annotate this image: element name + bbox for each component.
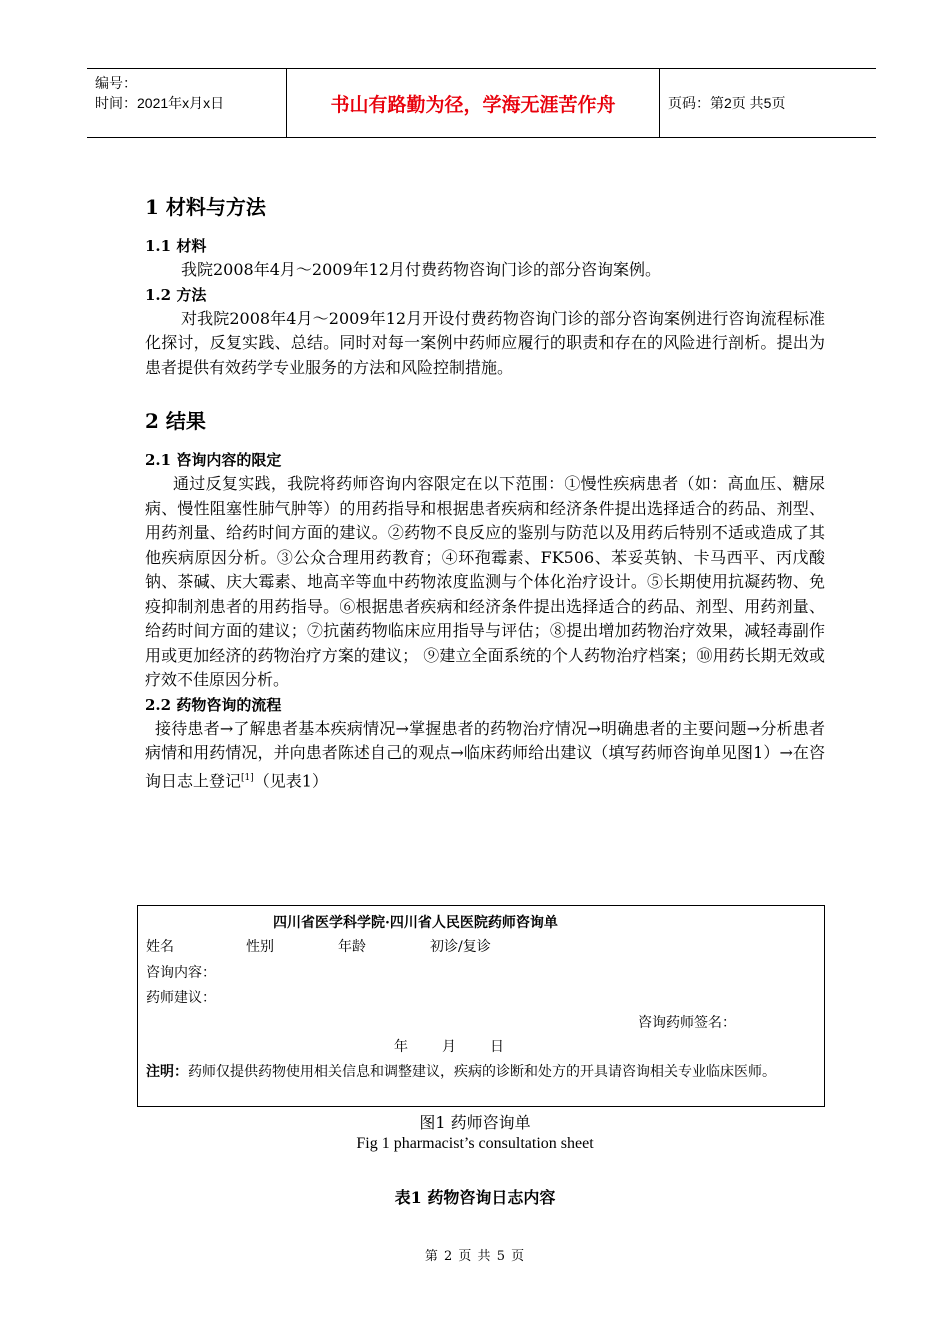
header-page-code: 页码：第2页 共5页 (668, 95, 786, 111)
page-header (87, 68, 876, 138)
form-name-label: 姓名 (146, 939, 174, 955)
header-time: 时间：2021年x月x日 (95, 95, 225, 111)
section-1-title: 1 材料与方法 (145, 195, 266, 219)
header-meta (87, 69, 287, 137)
section-2-2-title: 2.2 药物咨询的流程 (145, 695, 282, 714)
form-day-label: 日 (490, 1039, 504, 1055)
form-visit-label: 初诊/复诊 (430, 939, 491, 955)
form-content-label: 咨询内容： (146, 965, 216, 981)
form-signature-label: 咨询药师签名： (638, 1015, 736, 1031)
form-date (394, 1036, 504, 1056)
section-2-title: 2 结果 (145, 409, 206, 433)
section-1-2-title: 1.2 方法 (145, 285, 207, 304)
section-1-1-text: 我院2008年4月～2009年12月付费药物咨询门诊的部分咨询案例。 (181, 260, 661, 279)
form-title: 四川省医学科学院·四川省人民医院药师咨询单 (273, 915, 558, 931)
document-body (145, 190, 825, 793)
section-2-2-text (145, 717, 825, 794)
form-patient-fields (146, 936, 491, 956)
figure-caption-cn: 图1 药师咨询单 (419, 1113, 531, 1132)
section-2-2-text-main: 接待患者→了解患者基本疾病情况→掌握患者的药物治疗情况→明确患者的主要问题→分析患者病情和用药情况，并向患者陈述自己的观点→临床药师给出建议（填写药师咨询单见图1）→在咨询日志上登记 (145, 718, 825, 790)
form-note-text: 药师仅提供药物使用相关信息和调整建议，疾病的诊断和处方的开具请咨询相关专业临床医师。 (188, 1064, 776, 1080)
form-note (146, 1060, 818, 1084)
form-gender-label: 性别 (246, 939, 274, 955)
header-number: 编号： (95, 75, 137, 91)
header-motto: 书山有路勤为径，学海无涯苦作舟 (287, 69, 660, 137)
page-footer: 第 2 页 共 5 页 (424, 1249, 526, 1264)
form-advice-label: 药师建议： (146, 990, 216, 1006)
section-1-1-title: 1.1 材料 (145, 237, 207, 255)
form-year-label: 年 (394, 1039, 408, 1055)
form-note-label: 注明： (146, 1064, 188, 1080)
section-2-2-text-tail: （见表1） (253, 770, 328, 790)
section-2-1-title: 2.1 咨询内容的限定 (145, 451, 282, 469)
section-2-1-text: 通过反复实践，我院将药师咨询内容限定在以下范围：①慢性疾病患者（如：高血压、糖尿病、慢性阻塞性肺气肿等）的用药指导和根据患者疾病和经济条件提出选择适合的药品、剂型、用药剂量、给药时间方面的建议。②药物不良反应的鉴别与防范以及用药后特别不适或造成了其他疾病原因分析。③公众合理用药教育；④环孢霉素、FK506、苯妥英钠、卡马西平、丙戊酸钠、茶碱、庆大霉素、地高辛等血中药物浓度监测与个体化治疗设计。⑤长期使用抗凝药物、免疫抑制剂患者的用药指导。⑥根据患者疾病和经济条件提出选择适合的药品、剂型、用药剂量、给药时间方面的建议；⑦抗菌药物临床应用指导与评估；⑧提出增加药物治疗效果，减轻毒副作用或更加经济的药物治疗方案的建议； ⑨建立全面系统的个人药物治疗档案；⑩用药长期无效或疗效不佳原因分析。 (145, 474, 825, 689)
form-age-label: 年龄 (338, 939, 366, 955)
section-1-2-text: 对我院2008年4月～2009年12月开设付费药物咨询门诊的部分咨询案例进行咨询流程标准化探讨，反复实践、总结。同时对每一案例中药师应履行的职责和存在的风险进行剖析。提出为患者提供有效药学专业服务的方法和风险控制措施。 (145, 308, 825, 377)
citation-ref: [1] (241, 772, 254, 783)
figure-caption-en: Fig 1 pharmacist’s consultation sheet (356, 1135, 594, 1152)
consultation-form (137, 905, 825, 1107)
table-caption: 表1 药物咨询日志内容 (394, 1188, 556, 1207)
form-month-label: 月 (442, 1039, 456, 1055)
